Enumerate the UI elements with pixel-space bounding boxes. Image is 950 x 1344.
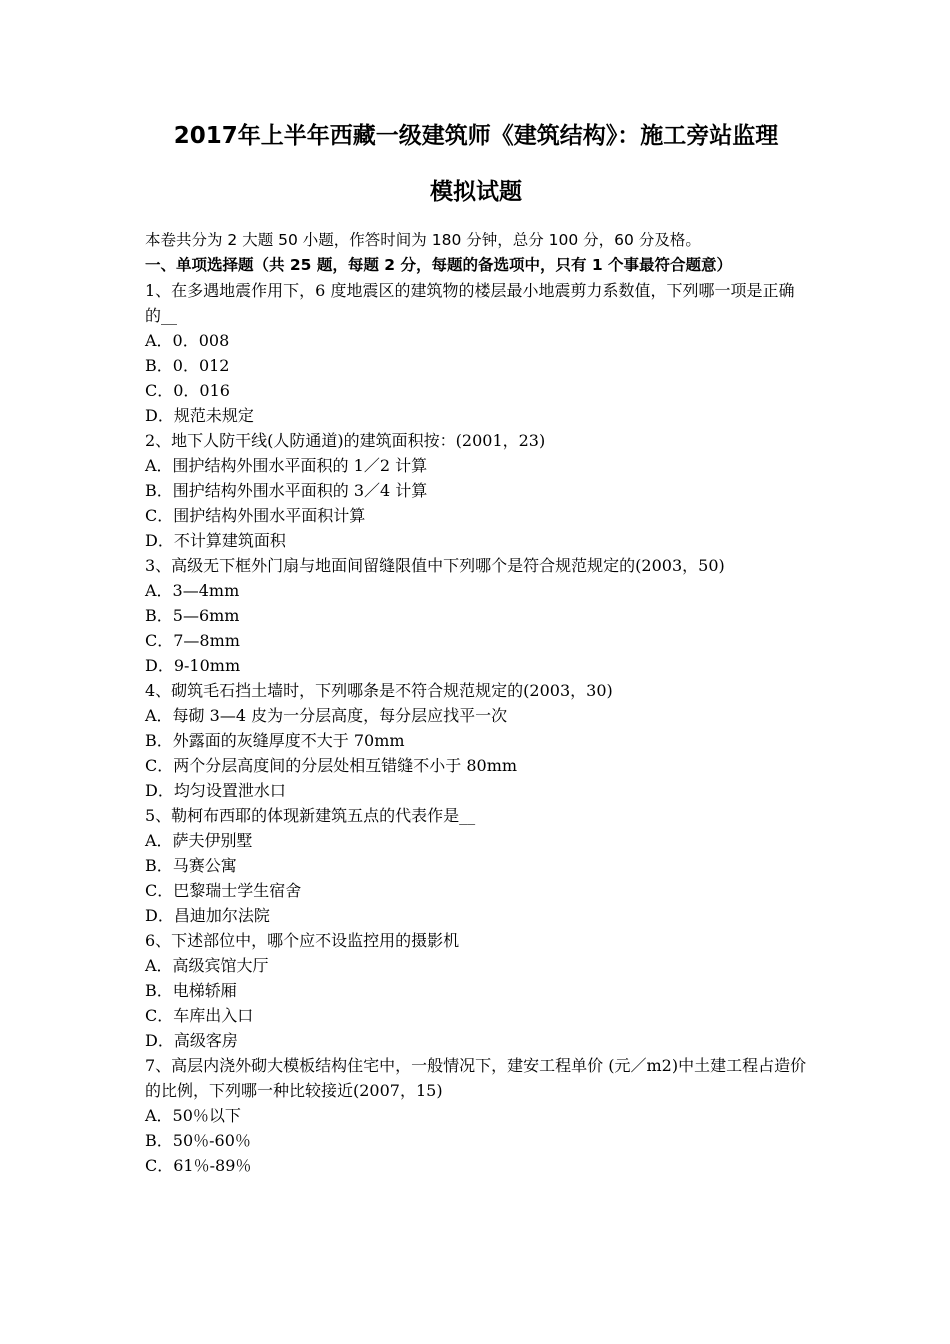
exam-intro: 本卷共分为 2 大题 50 小题，作答时间为 180 分钟，总分 100 分，60 分及格。	[145, 231, 701, 249]
option-c: C．61％-89％	[145, 1156, 252, 1175]
option-a: A．3—4mm	[145, 581, 240, 600]
option-b: B．50％-60％	[145, 1131, 251, 1150]
question-2	[145, 428, 807, 553]
question-text: 2、地下人防干线(人防通道)的建筑面积按：(2001，23)	[145, 431, 546, 450]
option-b: B．电梯轿厢	[145, 981, 237, 1000]
document-title-line-2: 模拟试题	[430, 179, 522, 205]
option-a: A．围护结构外围水平面积的 1／2 计算	[145, 456, 428, 475]
option-b: B．外露面的灰缝厚度不大于 70mm	[145, 731, 405, 750]
option-a: A．萨夫伊别墅	[145, 831, 253, 850]
option-d: D．均匀设置泄水口	[145, 781, 286, 800]
option-a: A．每砌 3—4 皮为一分层高度，每分层应找平一次	[145, 706, 508, 725]
option-b: B．5—6mm	[145, 606, 240, 625]
option-d: D．不计算建筑面积	[145, 531, 286, 550]
section-heading-single-choice: 一、单项选择题（共 25 题，每题 2 分，每题的备选项中，只有 1 个事最符合题意）	[145, 256, 733, 274]
option-c: C．7—8mm	[145, 631, 240, 650]
option-b: B．0．012	[145, 356, 230, 375]
option-d: D．昌迪加尔法院	[145, 906, 270, 925]
question-text: 6、下述部位中，哪个应不设监控用的摄影机	[145, 931, 460, 950]
option-d: D．高级客房	[145, 1031, 238, 1050]
option-c: C．围护结构外围水平面积计算	[145, 506, 366, 525]
question-5	[145, 803, 807, 928]
question-7	[145, 1053, 807, 1178]
option-c: C．0．016	[145, 381, 230, 400]
option-b: B．围护结构外围水平面积的 3／4 计算	[145, 481, 428, 500]
question-4	[145, 678, 807, 803]
question-3	[145, 553, 807, 678]
option-a: A．50％以下	[145, 1106, 241, 1125]
document-page	[145, 108, 807, 1178]
option-b: B．马赛公寓	[145, 856, 237, 875]
document-title-line-1: 2017年上半年西藏一级建筑师《建筑结构》：施工旁站监理	[173, 123, 779, 149]
question-text: 3、高级无下框外门扇与地面间留缝限值中下列哪个是符合规范规定的(2003，50)	[145, 556, 725, 575]
option-c: C．两个分层高度间的分层处相互错缝不小于 80mm	[145, 756, 518, 775]
question-text: 1、在多遇地震作用下，6 度地震区的建筑物的楼层最小地震剪力系数值，下列哪一项是正确的__	[145, 281, 795, 325]
option-c: C．巴黎瑞士学生宿舍	[145, 881, 302, 900]
question-text: 7、高层内浇外砌大模板结构住宅中，一般情况下，建安工程单价 (元／m2)中土建工程占造价的比例，下列哪一种比较接近(2007，15)	[145, 1056, 807, 1100]
option-a: A．0．008	[145, 331, 230, 350]
question-6	[145, 928, 807, 1053]
option-d: D．规范未规定	[145, 406, 254, 425]
option-d: D．9-10mm	[145, 656, 241, 675]
question-text: 4、砌筑毛石挡土墙时，下列哪条是不符合规范规定的(2003，30)	[145, 681, 613, 700]
option-c: C．车库出入口	[145, 1006, 254, 1025]
option-a: A．高级宾馆大厅	[145, 956, 269, 975]
question-text: 5、勒柯布西耶的体现新建筑五点的代表作是__	[145, 806, 476, 825]
question-1	[145, 278, 807, 428]
